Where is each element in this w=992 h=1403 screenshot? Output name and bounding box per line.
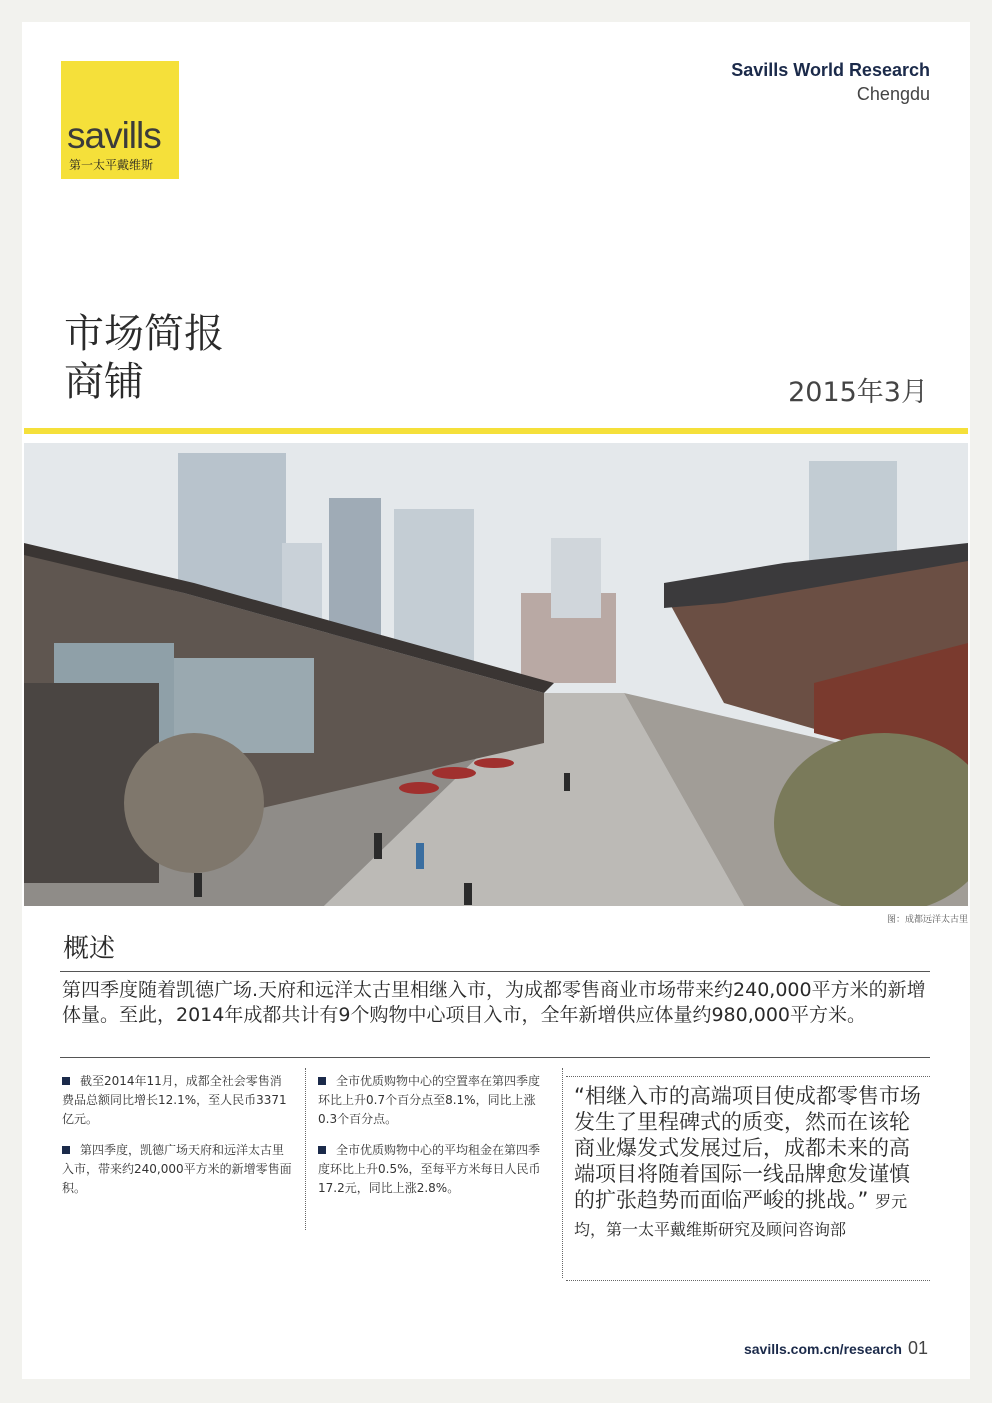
bullet-item: 全市优质购物中心的平均租金在第四季度环比上升0.5%，至每平方米每日人民币17.2元，同比上涨2.8%。 [318,1143,541,1195]
bullet-square-icon [62,1146,70,1154]
header-right [731,60,930,105]
yellow-divider [24,428,968,434]
title-line-2: 商铺 [64,359,144,405]
lead-rule [60,1057,930,1058]
overview-lead: 第四季度随着凯德广场.天府和远洋太古里相继入市，为成都零售商业市场带来约240,000平方米的新增体量。至此，2014年成都共计有9个购物中心项目入市，全年新增供应体量约980,000平方米。 [62,979,926,1026]
bullet-square-icon [318,1077,326,1085]
quote-bottom-rule [566,1280,930,1281]
column-separator [562,1068,563,1278]
bullet-item: 截至2014年11月，成都全社会零售消费品总额同比增长12.1%，至人民币3371亿元。 [62,1074,287,1126]
street-photo [24,443,968,906]
section-heading: 概述 [63,934,116,964]
report-title [64,310,224,406]
street-photo-illustration [24,443,968,906]
logo-chinese-name: 第一太平戴维斯 [69,158,154,172]
photo-caption: 图：成都远洋太古里 [886,915,968,925]
bullets-left-column [62,1072,292,1210]
bullet-item: 第四季度，凯德广场天府和远洋太古里入市，带来约240,000平方米的新增零售面积。 [62,1143,292,1195]
bullet-item: 全市优质购物中心的空置率在第四季度环比上升0.7个百分点至8.1%，同比上涨0.3个百分点。 [318,1074,541,1126]
city-label: Chengdu [856,84,930,104]
title-line-1: 市场简报 [64,311,224,357]
bullets-mid-column [318,1072,548,1210]
report-date: 2015年3月 [788,377,928,408]
quote-top-rule [566,1076,930,1077]
savills-logo [61,61,179,179]
quote-text: “相继入市的高端项目使成都零售市场发生了里程碑式的质变，然而在该轮商业爆发式发展过后，成都未来的高端项目将随着国际一线品牌愈发谨慎的扩张趋势而面临严峻的挑战。” [574,1084,921,1212]
heading-rule [60,971,930,972]
quote-attribution: 罗元均，第一太平戴维斯研究及顾问咨询部 [574,1192,908,1239]
research-label: Savills World Research [731,60,930,80]
page-number: 01 [907,1338,928,1358]
footer-url[interactable]: savills.com.cn/research [743,1341,902,1357]
bullet-square-icon [62,1077,70,1085]
footer [744,1338,928,1359]
column-separator [305,1068,306,1230]
bullet-square-icon [318,1146,326,1154]
pull-quote [574,1083,924,1243]
logo-wordmark: savills [67,115,161,156]
